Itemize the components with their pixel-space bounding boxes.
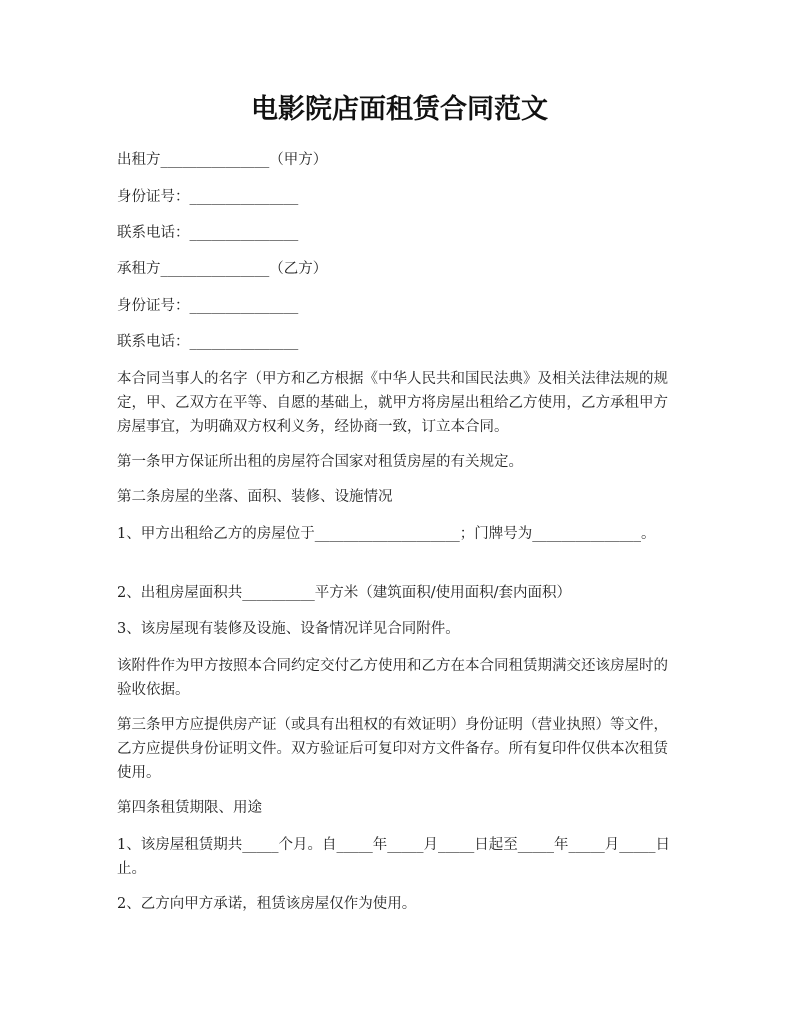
lessor-phone-line: 联系电话：_______________ [117, 225, 299, 241]
article-1-paragraph: 第一条甲方保证所出租的房屋符合国家对租赁房屋的有关规定。 [117, 454, 523, 470]
preamble-paragraph: 本合同当事人的名字（甲方和乙方根据《中华人民共和国民法典》及相关法律法规的规定，甲、乙双方在平等、自愿的基础上，就甲方将房屋出租给乙方使用，乙方承租甲方房屋事宜，为明确双方权利义务，经协商一致，订立本合同。 [117, 371, 668, 435]
document-title: 电影院店面租赁合同范文 [251, 94, 548, 125]
article-3-paragraph: 第三条甲方应提供房产证（或具有出租权的有效证明）身份证明（营业执照）等文件，乙方应提供身份证明文件。双方验证后可复印对方文件备存。所有复印件仅供本次租赁使用。 [117, 717, 668, 781]
article-2-item-3: 3、该房屋现有装修及设施、设备情况详见合同附件。 [117, 621, 460, 637]
article-2-heading: 第二条房屋的坐落、面积、装修、设施情况 [117, 489, 393, 505]
article-2-item-2: 2、出租房屋面积共__________平方米（建筑面积/使用面积/套内面积） [117, 585, 571, 601]
article-4-item-2: 2、乙方向甲方承诺，租赁该房屋仅作为使用。 [117, 896, 417, 912]
lessee-phone-line: 联系电话：_______________ [117, 334, 299, 350]
article-2-item-1: 1、甲方出租给乙方的房屋位于____________________；门牌号为_______________。 [117, 526, 656, 542]
lessee-line: 承租方_______________（乙方） [117, 261, 328, 277]
lessee-id-line: 身份证号：_______________ [117, 298, 299, 314]
annex-paragraph: 该附件作为甲方按照本合同约定交付乙方使用和乙方在本合同租赁期满交还该房屋时的验收依据。 [117, 658, 668, 698]
article-4-item-1: 1、该房屋租赁期共_____个月。自_____年_____月_____日起至_____年_____月_____日止。 [117, 837, 670, 877]
article-4-heading: 第四条租赁期限、用途 [117, 800, 262, 816]
lessor-line: 出租方_______________（甲方） [117, 152, 328, 168]
lessor-id-line: 身份证号：_______________ [117, 189, 299, 205]
